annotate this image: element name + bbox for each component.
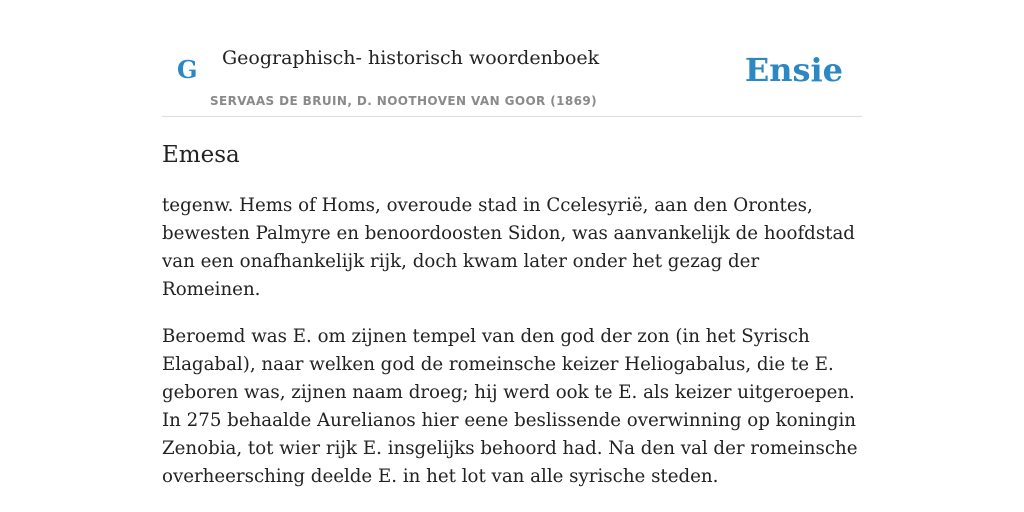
entry-paragraph: Beroemd was E. om zijnen tempel van den god der zon (in het Syrisch Elagabal), naar welken god de romeinsche keizer Heliogabalus, die te E. geboren was, zijnen naam droeg; hij werd ook te E. als keizer uitgeroepen. In 275 behaalde Aurelianos hier eene beslissende overwinning op koningin Zenobia, tot wier rijk E. insgelijks behoord had. Na den val der romeinsche overheersching deelde E. in het lot van alle syrische steden.: [162, 326, 858, 487]
entry-body: [162, 192, 862, 510]
book-logo-icon: G: [177, 55, 198, 84]
ensie-logo[interactable]: Ensie: [744, 51, 843, 89]
book-title[interactable]: Geographisch- historisch woordenboek: [222, 47, 600, 69]
book-author: SERVAAS DE BRUIN, D. NOOTHOVEN VAN GOOR (1869): [210, 94, 598, 108]
book-header: [162, 0, 862, 117]
entry-title: Emesa: [162, 142, 240, 168]
entry-paragraph: tegenw. Hems of Homs, overoude stad in Ccelesyrië, aan den Orontes, bewesten Palmyre en benoordoosten Sidon, was aanvankelijk de hoofdstad van een onafhankelijk rijk, doch kwam later onder het gezag der Romeinen.: [162, 195, 855, 300]
